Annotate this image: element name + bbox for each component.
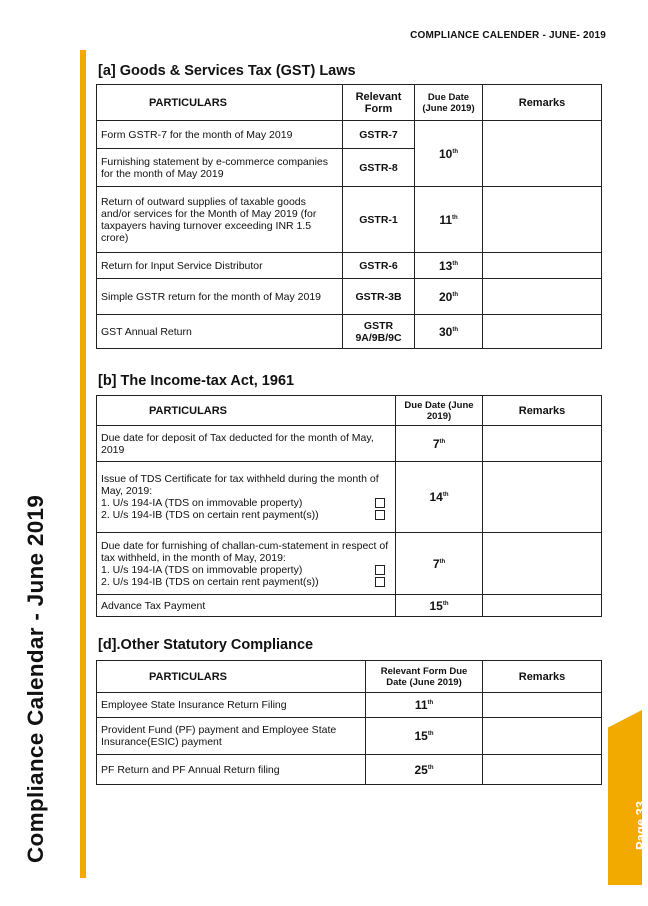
particular-cell: GST Annual Return: [97, 315, 343, 349]
remarks-cell: [483, 426, 602, 462]
particular-cell: Due date for deposit of Tax deducted for the month of May, 2019: [97, 426, 396, 462]
remarks-cell: [483, 595, 602, 617]
col-header-particulars: PARTICULARS: [97, 85, 343, 121]
page-tab: [608, 710, 642, 885]
col-header-particulars: PARTICULARS: [97, 396, 396, 426]
particular-cell: Form GSTR-7 for the month of May 2019: [97, 121, 343, 149]
remarks-cell: [483, 253, 602, 279]
table-row: [97, 718, 602, 755]
section-heading-gst: [a] Goods & Services Tax (GST) Laws: [98, 63, 356, 79]
due-date-cell: 11th: [415, 187, 483, 253]
col-header-particulars: PARTICULARS: [97, 661, 366, 693]
particular-cell: Return of outward supplies of taxable goods and/or services for the Month of May 2019 (for taxpayers having turnover exceeding INR 1.5 crore): [97, 187, 343, 253]
due-date-cell: 15th: [366, 718, 483, 755]
table-row: [97, 462, 602, 533]
vertical-side-title: Compliance Calendar - June 2019: [23, 494, 48, 863]
table-row: [97, 253, 602, 279]
col-header-remarks: Remarks: [483, 396, 602, 426]
remarks-cell: [483, 315, 602, 349]
due-date-cell: 14th: [396, 462, 483, 533]
due-date-cell: 25th: [366, 755, 483, 785]
section-heading-other: [d].Other Statutory Compliance: [98, 637, 314, 653]
due-date-cell: 13th: [415, 253, 483, 279]
particular-cell: [97, 533, 396, 595]
particular-cell: Employee State Insurance Return Filing: [97, 693, 366, 718]
table-row: [97, 315, 602, 349]
table-row: [97, 533, 602, 595]
table-row: [97, 426, 602, 462]
sub-item-text: 1. U/s 194-IA (TDS on immovable property): [101, 497, 303, 509]
form-cell: GSTR 9A/9B/9C: [343, 315, 415, 349]
section-heading-income-tax: [b] The Income-tax Act, 1961: [98, 373, 295, 389]
remarks-cell: [483, 718, 602, 755]
gold-accent-bar: [80, 50, 86, 878]
form-cell: GSTR-7: [343, 121, 415, 149]
sub-item-text: 2. U/s 194-IB (TDS on certain rent payment(s)): [101, 575, 319, 588]
page-number-label: Page 33: [633, 800, 648, 850]
particular-cell: Advance Tax Payment: [97, 595, 396, 617]
income-tax-table: [96, 395, 602, 617]
particular-cell: Provident Fund (PF) payment and Employee State Insurance(ESIC) payment: [97, 718, 366, 755]
col-header-remarks: Remarks: [483, 85, 602, 121]
form-cell: GSTR-1: [343, 187, 415, 253]
particular-cell: PF Return and PF Annual Return filing: [97, 755, 366, 785]
particular-cell: Furnishing statement by e-commerce companies for the month of May 2019: [97, 149, 343, 187]
remarks-cell: [483, 121, 602, 187]
due-date-cell: 30th: [415, 315, 483, 349]
col-header-due-date: Due Date (June 2019): [415, 85, 483, 121]
table-row: [97, 693, 602, 718]
particular-text: Issue of TDS Certificate for tax withheld during the month of May, 2019:: [101, 473, 379, 497]
remarks-cell: [483, 462, 602, 533]
other-table: [96, 660, 602, 785]
col-header-form-due-date: Relevant Form Due Date (June 2019): [366, 661, 483, 693]
remarks-cell: [483, 279, 602, 315]
form-cell: GSTR-3B: [343, 279, 415, 315]
due-date-cell: 15th: [396, 595, 483, 617]
form-cell: GSTR-6: [343, 253, 415, 279]
sub-item-text: 1. U/s 194-IA (TDS on immovable property): [101, 563, 303, 576]
remarks-cell: [483, 693, 602, 718]
remarks-cell: [483, 187, 602, 253]
remarks-cell: [483, 533, 602, 595]
sub-item-text: 2. U/s 194-IB (TDS on certain rent payment(s)): [101, 509, 319, 521]
particular-text: Due date for furnishing of challan-cum-statement in respect of tax withheld, in the month of May, 2019:: [101, 539, 389, 564]
table-row: [97, 755, 602, 785]
due-date-cell: 20th: [415, 279, 483, 315]
particular-cell: Simple GSTR return for the month of May 2019: [97, 279, 343, 315]
due-date-cell: 10th: [415, 121, 483, 187]
checkbox[interactable]: [375, 577, 385, 587]
checkbox[interactable]: [375, 498, 385, 508]
form-cell: GSTR-8: [343, 149, 415, 187]
table-row: [97, 279, 602, 315]
checkbox[interactable]: [375, 510, 385, 520]
table-row: [97, 121, 602, 149]
col-header-due-date: Due Date (June 2019): [396, 396, 483, 426]
due-date-cell: 7th: [396, 533, 483, 595]
due-date-cell: 7th: [396, 426, 483, 462]
page-header-title: COMPLIANCE CALENDER - JUNE- 2019: [410, 30, 606, 41]
remarks-cell: [483, 755, 602, 785]
table-row: [97, 187, 602, 253]
particular-cell: Return for Input Service Distributor: [97, 253, 343, 279]
gst-table: [96, 84, 602, 349]
col-header-remarks: Remarks: [483, 661, 602, 693]
particular-cell: [97, 462, 396, 533]
checkbox[interactable]: [375, 565, 385, 575]
due-date-cell: 11th: [366, 693, 483, 718]
col-header-relevant-form: Relevant Form: [343, 85, 415, 121]
table-row: [97, 595, 602, 617]
